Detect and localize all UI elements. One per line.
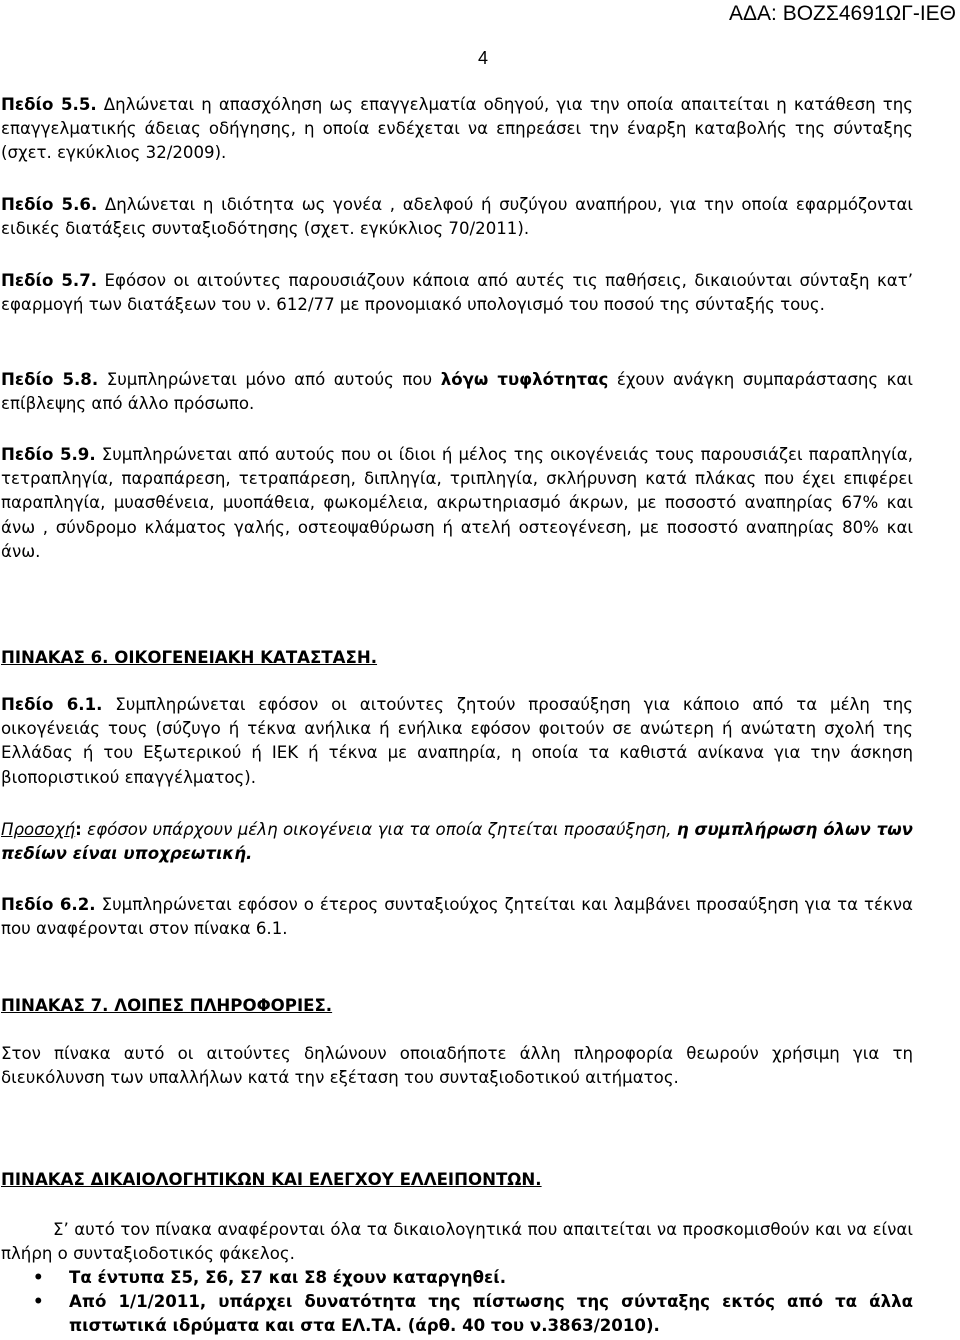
note-label: Προσοχή	[1, 820, 76, 839]
field-label: Πεδίο 6.1.	[1, 695, 103, 714]
paragraph-5-7	[1, 269, 913, 317]
list-item-text: Από 1/1/2011, υπάρχει δυνατότητα της πίστωσης της σύνταξης εκτός από τα άλλα πιστωτικά ιδρύματα και στα ΕΛ.ΤΑ. (άρθ. 40 του ν.3863/2010).	[69, 1292, 913, 1336]
field-label: Πεδίο 5.6.	[1, 195, 98, 214]
ada-code: ΑΔΑ: ΒΟΖΣ4691ΩΓ-ΙΕΘ	[728, 2, 956, 25]
bullet-icon: •	[33, 1292, 44, 1312]
field-label: Πεδίο 5.5.	[1, 95, 97, 114]
note-text: εφόσον υπάρχουν μέλη οικογένεια για τα οποία ζητείται προσαύξηση,	[87, 820, 672, 839]
paragraph-5-6	[1, 193, 913, 241]
paragraph-text: Δηλώνεται η ιδιότητα ως γονέα , αδελφού ή συζύγου αναπήρου, για την οποία εφαρμόζονται ειδικές διατάξεις συνταξιοδότησης (σχετ. εγκύκλιος 70/2011).	[1, 195, 913, 239]
note-emphasis: η συμπλήρωση όλων των πεδίων είναι υποχρεωτική.	[1, 820, 913, 864]
paragraph-5-8	[1, 368, 913, 416]
page-number: 4	[478, 48, 489, 68]
table-7-paragraph: Στον πίνακα αυτό οι αιτούντες δηλώνουν οποιαδήποτε άλλη πληροφορία θεωρούν χρήσιμη για τη διευκόλυνση των υπαλλήλων κατά την εξέταση του συνταξιοδοτικού αιτήματος.	[1, 1044, 913, 1088]
paragraph-text: Συμπληρώνεται από αυτούς που οι ίδιοι ή μέλος της οικογένειάς τους παρουσιάζει παραπληγία, τετραπληγία, παραπάρεση, τετραπάρεση, διπληγία, τριπληγία, σκλήρυνση κατά πλάκας που έχει επιφέρει παραπληγία, μυασθένεια, μυοπάθεια, φωκομέλεια, ακρωτηριασμό άκρων, με ποσοστό αναπηρίας 67% και άνω , σύνδρομο κλάματος γαλής, οστεοψαθύρωση ή ατελή οστεογένεση, με ποσοστό αναπηρίας 80% και άνω.	[1, 445, 913, 561]
table-7-heading: ΠΙΝΑΚΑΣ 7. ΛΟΙΠΕΣ ΠΛΗΡΟΦΟΡΙΕΣ.	[1, 996, 333, 1015]
paragraph-6-1	[1, 693, 913, 790]
list-item	[33, 1290, 913, 1338]
documents-paragraph: Σ’ αυτό τον πίνακα αναφέρονται όλα τα δικαιολογητικά που απαιτείται να προσκομισθούν και να είναι πλήρη ο συνταξιοδοτικός φάκελος.	[1, 1220, 913, 1264]
emphasis-text: λόγω τυφλότητας	[440, 370, 609, 389]
note-colon: :	[75, 820, 82, 839]
paragraph-5-5	[1, 93, 913, 166]
bullet-icon: •	[33, 1268, 44, 1287]
documents-table-heading: ΠΙΝΑΚΑΣ ΔΙΚΑΙΟΛΟΓΗΤΙΚΩΝ ΚΑΙ ΕΛΕΓΧΟΥ ΕΛΛΕΙΠΟΝΤΩΝ.	[1, 1170, 542, 1189]
paragraph-text: Συμπληρώνεται μόνο από αυτούς που	[106, 370, 433, 389]
paragraph-text: Συμπληρώνεται εφόσον οι αιτούντες ζητούν προσαύξηση για κάποιο από τα μέλη της οικογένειάς τους (σύζυγο ή τέκνα ανήλικα ή ενήλικα εφόσον φοιτούν σε ανώτερη ή ανώτατη σχολή της Ελλάδας ή του Εξωτερικού ή ΙΕΚ ή τέκνα με αναπηρία, η οποία τα καθιστά ανίκανα για την άσκηση βιοποριστικού επαγγέλματος).	[1, 695, 913, 787]
field-label: Πεδίο 5.9.	[1, 445, 96, 464]
paragraph-text: έχουν ανάγκη συμπαράστασης και επίβλεψης από άλλο πρόσωπο.	[1, 370, 913, 414]
field-label: Πεδίο 5.8.	[1, 370, 99, 389]
list-item	[33, 1266, 913, 1290]
field-label: Πεδίο 5.7.	[1, 271, 98, 290]
paragraph-5-9	[1, 443, 913, 564]
paragraph-text: Δηλώνεται η απασχόληση ως επαγγελματία οδηγού, για την οποία απαιτείται η κατάθεση της επαγγελματικής άδειας οδήγησης, η οποία ενδέχεται να επηρεάσει την έναρξη καταβολής της σύνταξης (σχετ. εγκύκλιος 32/2009).	[1, 95, 913, 163]
list-item-text: Τα έντυπα Σ5, Σ6, Σ7 και Σ8 έχουν καταργηθεί.	[69, 1268, 507, 1287]
bullet-list	[1, 1266, 913, 1339]
table-6-heading: ΠΙΝΑΚΑΣ 6. ΟΙΚΟΓΕΝΕΙΑΚΗ ΚΑΤΑΣΤΑΣΗ.	[1, 648, 378, 667]
paragraph-text: Εφόσον οι αιτούντες παρουσιάζουν κάποια από αυτές τις παθήσεις, δικαιούνται σύνταξη κατ’ εφαρμογή των διατάξεων του ν. 612/77 με προνομιακό υπολογισμό του ποσού της σύνταξής τους.	[1, 271, 914, 315]
field-label: Πεδίο 6.2.	[1, 895, 96, 914]
attention-note	[1, 818, 913, 866]
paragraph-6-2	[1, 893, 913, 941]
paragraph-text: Συμπληρώνεται εφόσον ο έτερος συνταξιούχος ζητείται και λαμβάνει προσαύξηση για τα τέκνα που αναφέρονται στον πίνακα 6.1.	[1, 895, 913, 939]
